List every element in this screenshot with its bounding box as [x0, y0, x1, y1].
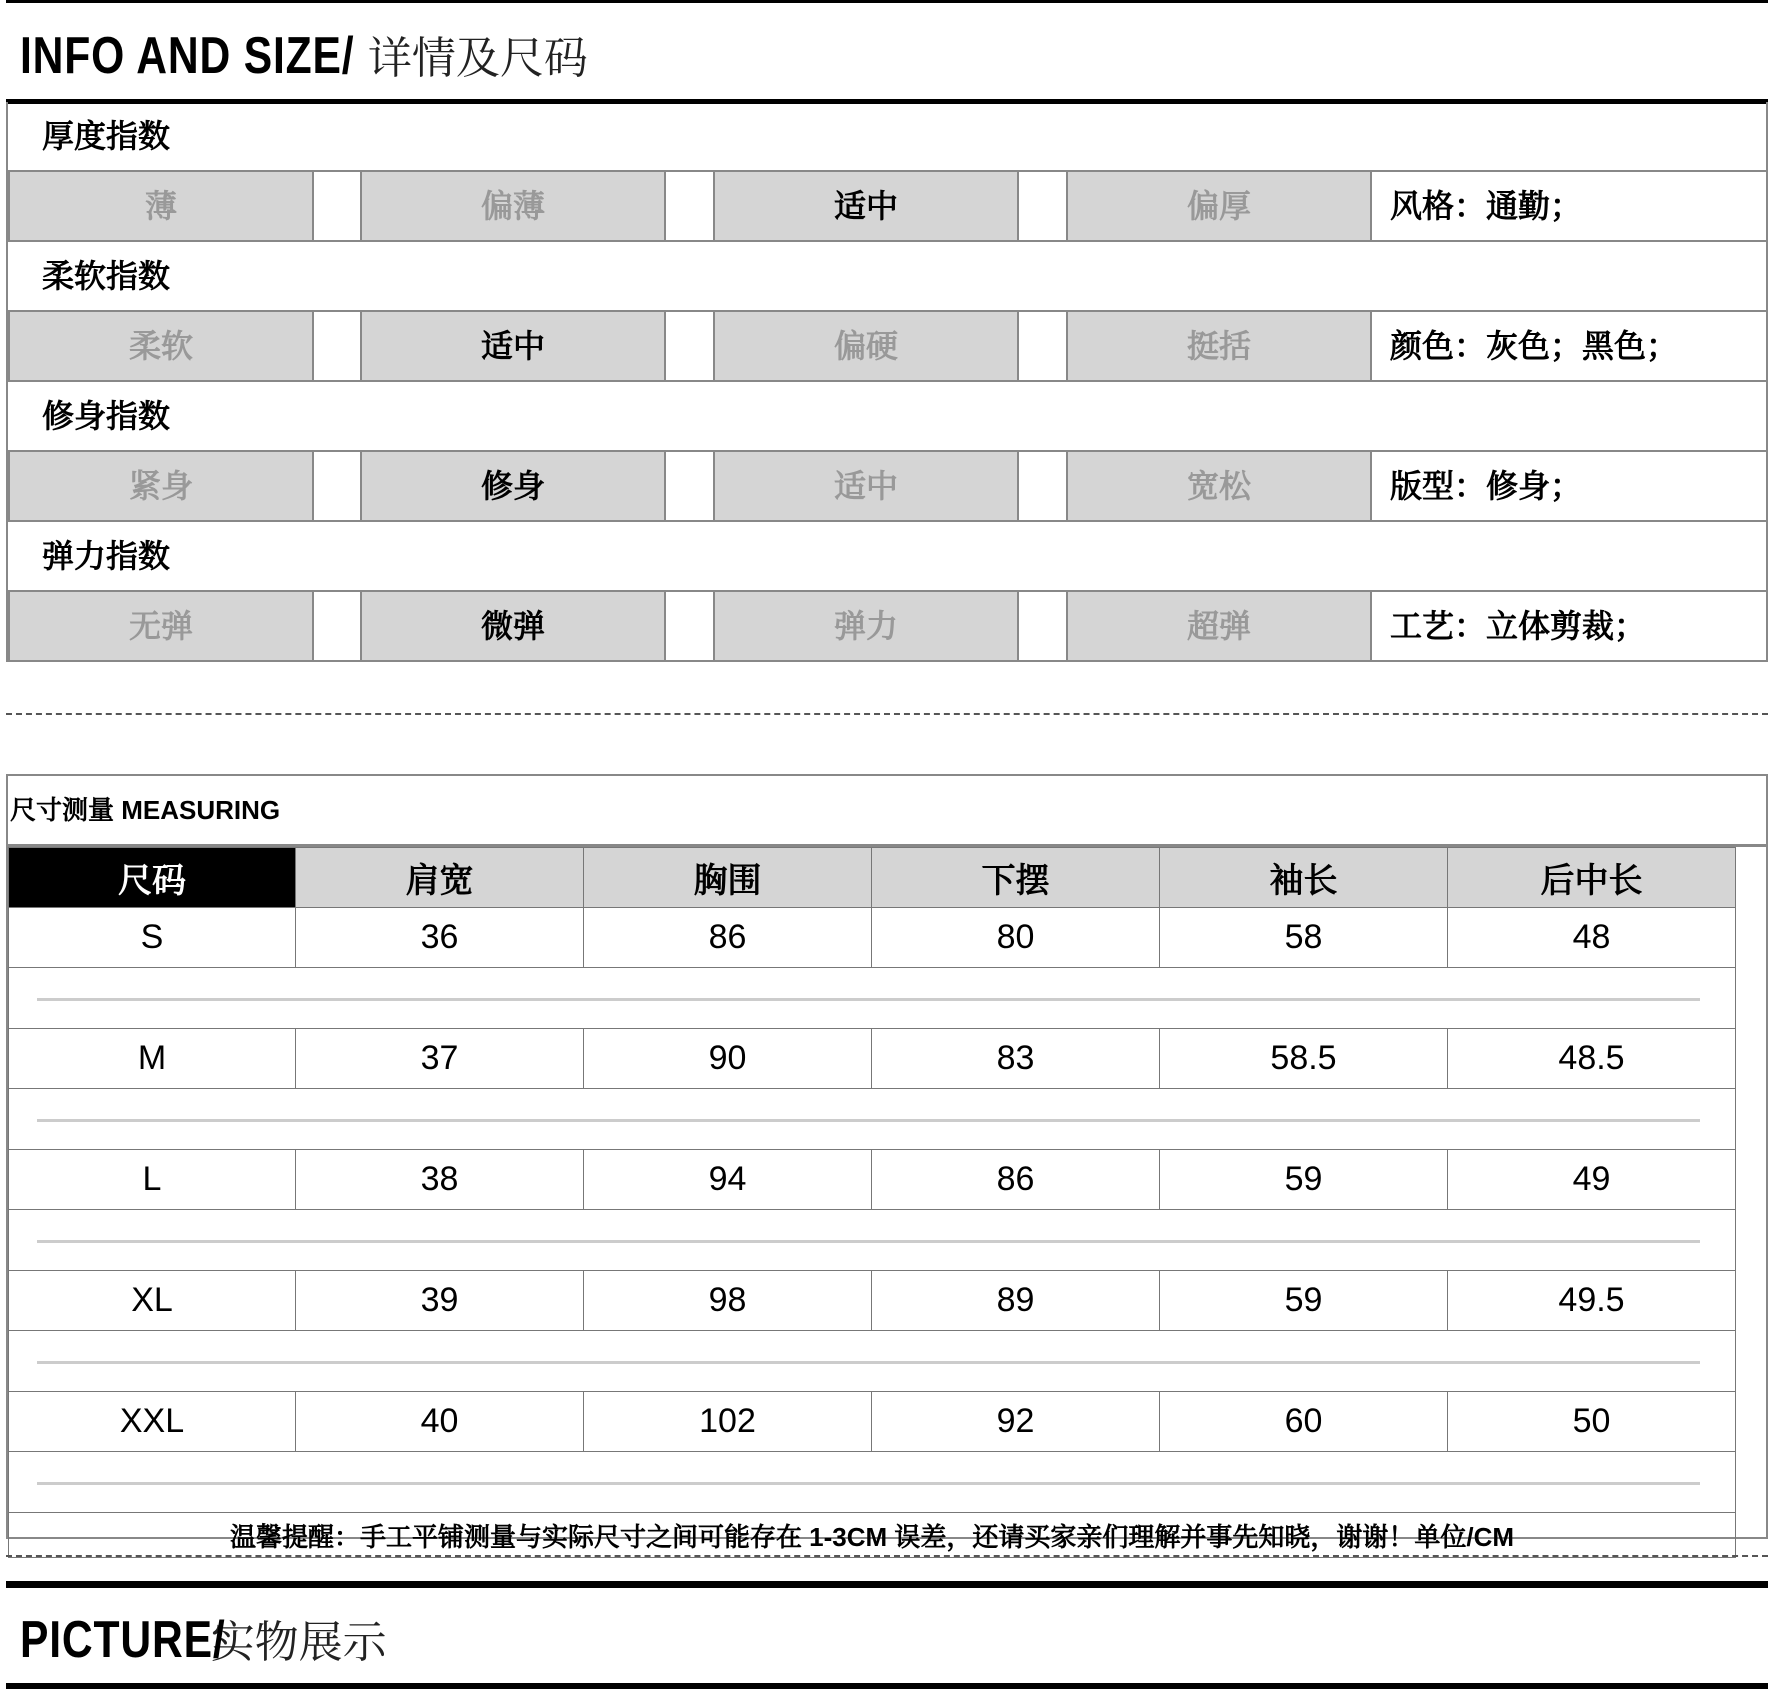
table-row [9, 1392, 1736, 1452]
table-cell: XXL [9, 1392, 296, 1452]
table-cell: M [9, 1029, 296, 1089]
measuring-title: 尺寸测量 MEASURING [10, 795, 281, 825]
table-cell: 60 [1160, 1392, 1448, 1452]
index-note: 工艺：立体剪裁； [1390, 608, 1647, 644]
index-option: 宽松 [1066, 452, 1372, 520]
table-cell: 48.5 [1448, 1029, 1736, 1089]
index-group [6, 522, 1768, 662]
table-cell: 94 [584, 1150, 872, 1210]
table-cell: 92 [872, 1392, 1160, 1452]
index-option: 超弹 [1066, 592, 1372, 660]
top-rule [6, 0, 1768, 3]
index-option: 适中 [713, 452, 1019, 520]
column-header: 下摆 [872, 848, 1160, 908]
table-cell: 59 [1160, 1271, 1448, 1331]
title-en: INFO AND SIZE/ [20, 27, 355, 85]
index-option: 弹力 [713, 592, 1019, 660]
index-option: 偏硬 [713, 312, 1019, 380]
table-cell: 83 [872, 1029, 1160, 1089]
table-cell: 86 [872, 1150, 1160, 1210]
section-rule [6, 1581, 1768, 1588]
table-cell: 40 [296, 1392, 584, 1452]
table-cell: L [9, 1150, 296, 1210]
column-header: 后中长 [1448, 848, 1736, 908]
table-row [9, 1271, 1736, 1331]
index-label: 弹力指数 [8, 522, 1766, 592]
table-cell: 49.5 [1448, 1271, 1736, 1331]
index-option-selected: 微弹 [360, 592, 666, 660]
index-option: 偏厚 [1066, 172, 1372, 240]
table-cell: 86 [584, 908, 872, 968]
index-group [6, 242, 1768, 382]
table-cell: XL [9, 1271, 296, 1331]
section-title-picture [20, 1606, 387, 1670]
table-row [9, 908, 1736, 968]
index-note: 颜色：灰色；黑色； [1390, 328, 1679, 364]
table-cell: 90 [584, 1029, 872, 1089]
table-cell: 58.5 [1160, 1029, 1448, 1089]
table-cell: 89 [872, 1271, 1160, 1331]
table-row [9, 1029, 1736, 1089]
divider [37, 1482, 1700, 1485]
index-note: 风格：通勤； [1390, 188, 1583, 224]
size-table [8, 847, 1736, 1558]
title-cn: 实物展示 [210, 1618, 387, 1667]
table-cell: 37 [296, 1029, 584, 1089]
table-cell: 49 [1448, 1150, 1736, 1210]
measurement-note: 温馨提醒：手工平铺测量与实际尺寸之间可能存在 1-3CM 误差，还请买家亲们理解并事先知晓，谢谢！单位/CM [9, 1513, 1736, 1558]
table-cell: 48 [1448, 908, 1736, 968]
column-header: 尺码 [9, 848, 296, 908]
spacer-row [9, 1089, 1736, 1150]
column-header: 肩宽 [296, 848, 584, 908]
table-cell: 38 [296, 1150, 584, 1210]
index-option: 挺括 [1066, 312, 1372, 380]
spacer [9, 1089, 1736, 1150]
spacer-row [9, 1331, 1736, 1392]
column-header: 袖长 [1160, 848, 1448, 908]
table-cell: 50 [1448, 1392, 1736, 1452]
section-title-info [20, 22, 588, 86]
dashed-divider [6, 713, 1768, 715]
index-label: 柔软指数 [8, 242, 1766, 312]
title-en: PICTURE/ [20, 1611, 226, 1669]
index-label: 厚度指数 [8, 102, 1766, 172]
spacer-row [9, 1210, 1736, 1271]
table-cell: S [9, 908, 296, 968]
index-option: 紧身 [8, 452, 314, 520]
divider [37, 1361, 1700, 1364]
index-note: 版型：修身； [1390, 468, 1583, 504]
index-group [6, 102, 1768, 242]
table-cell: 36 [296, 908, 584, 968]
measuring-box [6, 774, 1768, 1552]
section-rule [6, 1683, 1768, 1689]
spacer [9, 968, 1736, 1029]
spacer-row [9, 968, 1736, 1029]
divider [37, 998, 1700, 1001]
table-row [9, 1150, 1736, 1210]
title-cn: 详情及尺码 [367, 34, 588, 83]
divider [37, 1240, 1700, 1243]
index-option: 无弹 [8, 592, 314, 660]
index-option: 柔软 [8, 312, 314, 380]
index-label: 修身指数 [8, 382, 1766, 452]
spacer [9, 1452, 1736, 1513]
spacer [9, 1210, 1736, 1271]
divider [37, 1119, 1700, 1122]
index-group [6, 382, 1768, 522]
table-cell: 80 [872, 908, 1160, 968]
index-option: 薄 [8, 172, 314, 240]
spacer [9, 1331, 1736, 1392]
table-cell: 102 [584, 1392, 872, 1452]
index-option-selected: 适中 [360, 312, 666, 380]
column-header: 胸围 [584, 848, 872, 908]
table-cell: 59 [1160, 1150, 1448, 1210]
table-cell: 98 [584, 1271, 872, 1331]
index-option-selected: 修身 [360, 452, 666, 520]
dashed-divider [6, 1555, 1768, 1557]
index-option-selected: 适中 [713, 172, 1019, 240]
table-cell: 39 [296, 1271, 584, 1331]
index-option: 偏薄 [360, 172, 666, 240]
spacer-row [9, 1452, 1736, 1513]
table-cell: 58 [1160, 908, 1448, 968]
